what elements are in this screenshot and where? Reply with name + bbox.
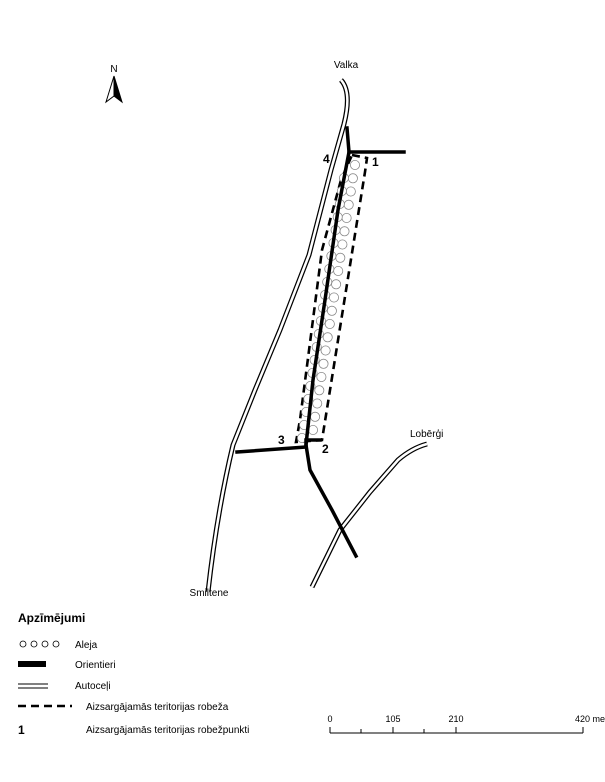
alley-tree xyxy=(313,399,322,408)
alley-tree xyxy=(350,160,359,169)
alley-tree xyxy=(336,253,345,262)
scale-tick-105: 105 xyxy=(385,714,401,724)
alley-tree xyxy=(323,333,332,342)
legend-label-points: Aizsargājamās teritorijas robežpunkti xyxy=(86,725,250,736)
alley-tree xyxy=(311,412,320,421)
boundary-point-1: 1 xyxy=(372,155,379,169)
legend-label-autoceli: Autoceļi xyxy=(75,681,111,692)
north-label: N xyxy=(110,64,118,75)
alley-tree xyxy=(308,425,317,434)
legend-label-boundary: Aizsargājamās teritorijas robeža xyxy=(86,702,229,713)
circles-icon xyxy=(20,641,59,647)
place-valka: Valka xyxy=(333,60,359,71)
alley-tree xyxy=(317,372,326,381)
north-arrow xyxy=(106,64,122,102)
boundary-point-4: 4 xyxy=(323,152,330,166)
scale-bar xyxy=(327,714,605,733)
north-arrow-icon xyxy=(106,76,122,102)
legend-label-orientieri: Orientieri xyxy=(75,660,116,671)
alley-tree xyxy=(340,227,349,236)
landmark-lines xyxy=(237,128,404,556)
alley-tree xyxy=(342,213,351,222)
place-smiltene: Smiltene xyxy=(189,588,229,599)
alley-tree xyxy=(334,266,343,275)
alley-tree xyxy=(315,386,324,395)
alley-tree xyxy=(319,359,328,368)
legend-label-aleja: Aleja xyxy=(75,640,98,651)
thick-line-icon xyxy=(18,661,46,667)
place-loberģi: Lobērģi xyxy=(410,429,444,440)
alley-tree xyxy=(346,187,355,196)
alley-tree xyxy=(321,346,330,355)
legend xyxy=(18,611,249,737)
boundary-point-3: 3 xyxy=(278,433,285,447)
scale-tick-0: 0 xyxy=(327,714,333,724)
scale-tick-210: 210 xyxy=(448,714,464,724)
scale-tick-420: 420 me xyxy=(575,714,605,724)
alley-tree xyxy=(325,319,334,328)
legend-number-one: 1 xyxy=(18,723,25,737)
boundary-point-2: 2 xyxy=(322,442,329,456)
alley-tree xyxy=(329,293,338,302)
alley-tree xyxy=(327,306,336,315)
alley-tree xyxy=(348,174,357,183)
loberģi-road xyxy=(312,444,427,587)
alley-tree xyxy=(344,200,353,209)
alley-tree xyxy=(332,280,341,289)
double-line-icon xyxy=(18,684,48,688)
alley-tree xyxy=(338,240,347,249)
legend-title: Apzīmējumi xyxy=(18,611,86,625)
